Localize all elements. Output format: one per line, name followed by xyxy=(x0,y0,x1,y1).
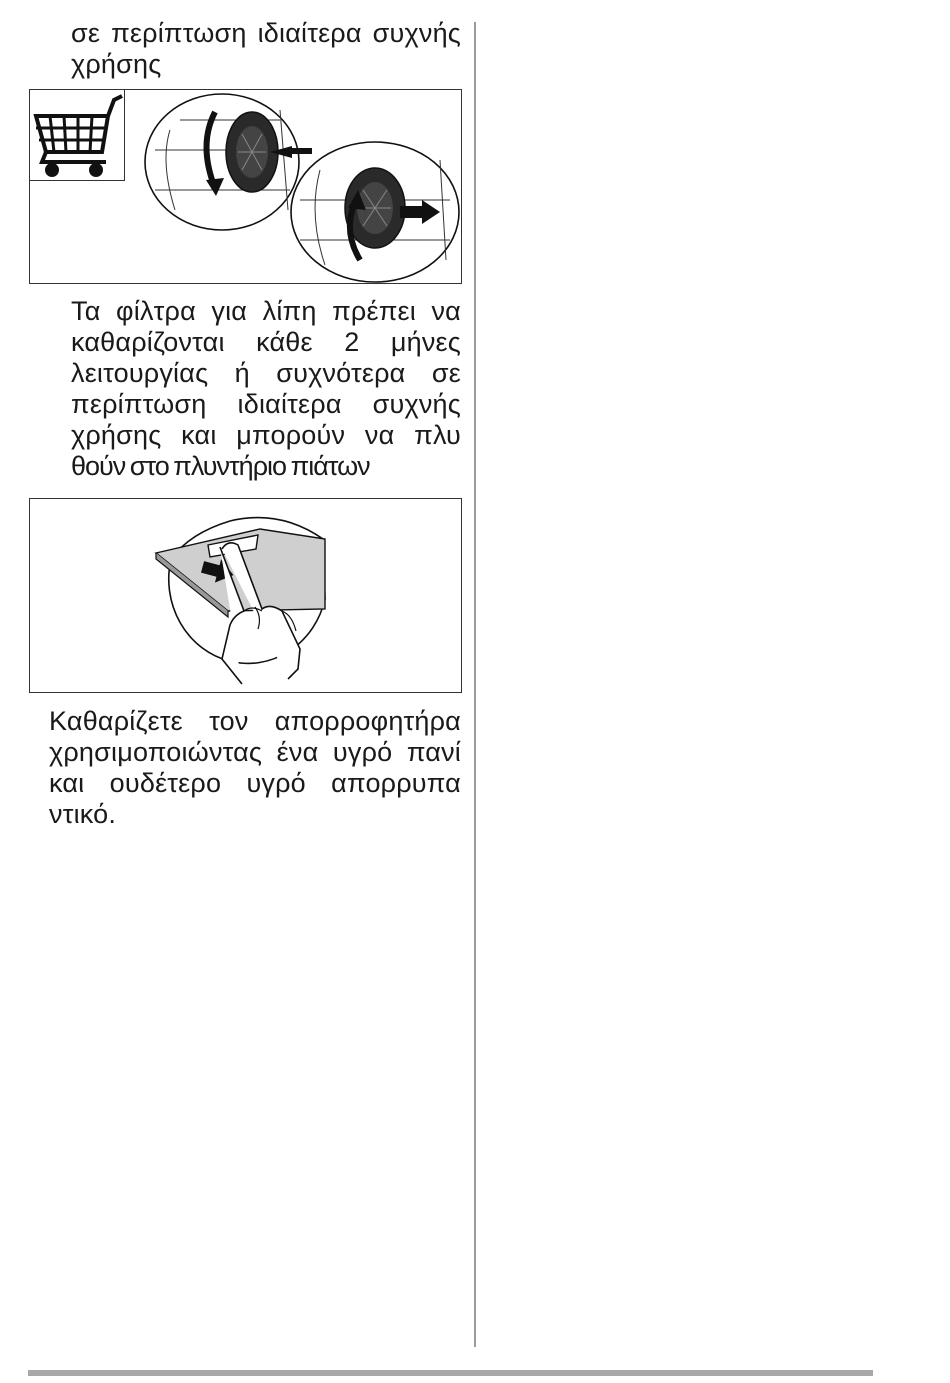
text-line: λειτουργίας ή συχνότερα σε xyxy=(71,358,461,388)
text-line: χρήσης και μπορούν να πλυ xyxy=(71,420,461,450)
text-line: περίπτωση ιδιαίτερα συχνής xyxy=(71,389,461,419)
text-line: χρήσης xyxy=(71,49,162,79)
text-line: Καθαρίζετε τον απορροφητήρα xyxy=(49,706,461,736)
paragraph-hood-cleaning xyxy=(49,706,461,830)
paragraph-frequent-use xyxy=(71,18,461,80)
column-divider xyxy=(474,22,476,1347)
text-line: Τα φίλτρα για λίπη πρέπει να xyxy=(71,296,461,326)
text-line: σε περίπτωση ιδιαίτερα συχνής xyxy=(71,18,461,48)
grease-filter-figure xyxy=(29,498,462,693)
text-line: θούν στο πλυντήριο πιάτων xyxy=(71,451,370,481)
carbon-filter-figure xyxy=(29,89,462,284)
text-line: χρησιμοποιώντας ένα υγρό πανί xyxy=(49,737,461,767)
text-line: ντικό. xyxy=(49,799,117,829)
footer-rule xyxy=(28,1370,873,1376)
carbon-filter-replacement-illustration xyxy=(30,90,461,283)
paragraph-grease-filter-cleaning xyxy=(71,296,461,482)
text-line: καθαρίζονται κάθε 2 μήνες xyxy=(71,327,461,357)
grease-filter-removal-illustration xyxy=(30,499,461,692)
text-line: και ουδέτερο υγρό απορρυπα xyxy=(49,768,461,798)
